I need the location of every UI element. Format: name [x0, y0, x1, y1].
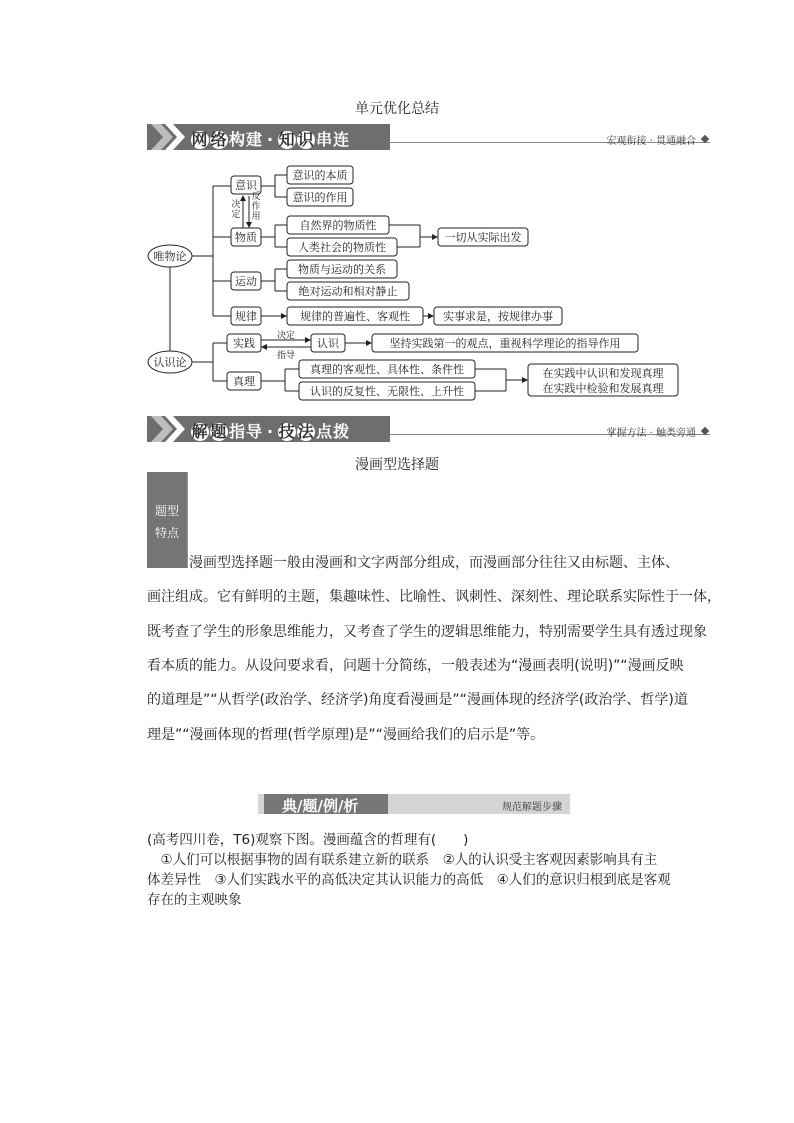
banner-char-circled: 题: [210, 422, 228, 441]
tag-line-1: 题型: [154, 504, 179, 518]
banner-char-circled: 解: [191, 422, 209, 441]
question-option-line: 体差异性 ③人们实践水平的高低决定其认识能力的高低 ④人们的意识归根到底是客观: [147, 872, 671, 888]
section-banner-solving-guide: [147, 416, 710, 444]
node-yishi: 意识: [235, 179, 257, 192]
label-jueding-2: 决定: [276, 331, 296, 341]
section-subtitle: 漫画型选择题: [355, 457, 439, 473]
node-shijian: 实践: [233, 337, 255, 350]
paragraph-line: 看本质的能力。从设问要求看，问题十分简练，一般表述为“漫画表明(说明)”“漫画反映: [147, 658, 684, 674]
paragraph-line: 理是”“漫画体现的哲理(哲学原理)是”“漫画给我们的启示是”等。: [147, 727, 545, 743]
paragraph-line: 漫画型选择题一般由漫画和文字两部分组成，而漫画部分往往又由标题、主体、: [189, 555, 679, 571]
paragraph-line: 既考查了学生的形象思维能力，又考查了学生的逻辑思维能力，特别需要学生具有透过现象: [147, 624, 707, 640]
paragraph-line: 画注组成。它有鲜明的主题，集趣味性、比喻性、讽刺性、深刻性、理论联系实际性于一体，: [147, 589, 721, 605]
node-zhenli: 真理: [233, 375, 255, 388]
leaf-wuzhi-yundong: 物质与运动的关系: [298, 263, 386, 276]
example-banner-subtitle: 规范解题步骤: [502, 802, 562, 813]
question-option-line: ①人们可以根据事物的固有联系建立新的联系 ②人的认识受主客观因素影响具有主: [147, 852, 658, 868]
leaf-ziranjie: 自然界的物质性: [299, 219, 377, 232]
leaf-zhenli-keguan: 真理的客观性、具体性、条件性: [310, 363, 464, 376]
banner-char-circled: 络: [210, 130, 228, 149]
banner-char-circled: 网: [191, 130, 209, 149]
leaf-yishi-zuoyong: 意识的作用: [292, 191, 348, 204]
banner-char-circled: 知: [278, 130, 296, 149]
chevron-arrows-icon: [147, 416, 187, 442]
paragraph-line: 的道理是”“从哲学(政治学、经济学)角度看漫画是”“漫画体现的经济学(政治学、哲学)道: [147, 692, 688, 708]
banner-char: 指导: [229, 422, 264, 441]
banner-char: 构建: [229, 130, 264, 149]
node-yundong: 运动: [235, 275, 257, 288]
question-stem: (高考四川卷，T6)观察下图。漫画蕴含的哲理有( ): [147, 832, 469, 848]
node-wuzhi: 物质: [235, 231, 257, 244]
banner-title: [191, 419, 350, 442]
banner-char-circled: 技: [278, 422, 296, 441]
leaf-juedui: 绝对运动和相对静止: [298, 285, 398, 298]
banner-char-circled: 法: [297, 422, 315, 441]
banner-char: 串连: [316, 130, 351, 149]
example-banner-title: 典/题/例/析: [282, 797, 359, 815]
leaf-zai2: 在实践中检验和发展真理: [542, 382, 664, 395]
leaf-renlei: 人类社会的物质性: [298, 241, 386, 254]
label-zhidao: 指导: [276, 351, 296, 361]
banner-char: 点拨: [316, 422, 351, 441]
label-jueding-1: 决定: [231, 200, 241, 220]
banner-char-circled: 识: [297, 130, 315, 149]
banner-subtitle: 掌握方法 · 触类旁通: [606, 428, 696, 439]
root-weiwulun: 唯物论: [153, 250, 187, 263]
example-banner: [258, 794, 570, 814]
leaf-yishi-benzhi: 意识的本质: [292, 169, 348, 182]
leaf-shishi: 实事求是，按规律办事: [443, 310, 553, 323]
node-renshi: 认识: [317, 337, 339, 350]
question-type-tag: [147, 472, 187, 568]
leaf-renshi-fanfu: 认识的反复性、无限性、上升性: [310, 385, 464, 398]
leaf-jianchi: 坚持实践第一的观点，重视科学理论的指导作用: [389, 337, 621, 350]
banner-subtitle: 宏观衔接 · 贯通融合: [606, 136, 696, 147]
root-renshilun: 认识论: [153, 356, 187, 369]
page-title: 单元优化总结: [355, 101, 439, 117]
label-fanzuoyong: 反作用: [251, 192, 261, 222]
banner-dot: ·: [267, 422, 275, 441]
knowledge-mind-map: [0, 0, 794, 420]
question-option-line: 存在的主观映象: [147, 892, 242, 908]
tag-line-2: 特点: [154, 526, 179, 540]
tag-divider: [187, 472, 188, 568]
node-guilv: 规律: [235, 310, 257, 323]
leaf-yiqie: 一切从实际出发: [444, 231, 522, 244]
leaf-zai1: 在实践中认识和发现真理: [542, 367, 664, 380]
leaf-guilv-pubian: 规律的普遍性、客观性: [300, 310, 410, 323]
banner-dot: ·: [267, 130, 275, 149]
